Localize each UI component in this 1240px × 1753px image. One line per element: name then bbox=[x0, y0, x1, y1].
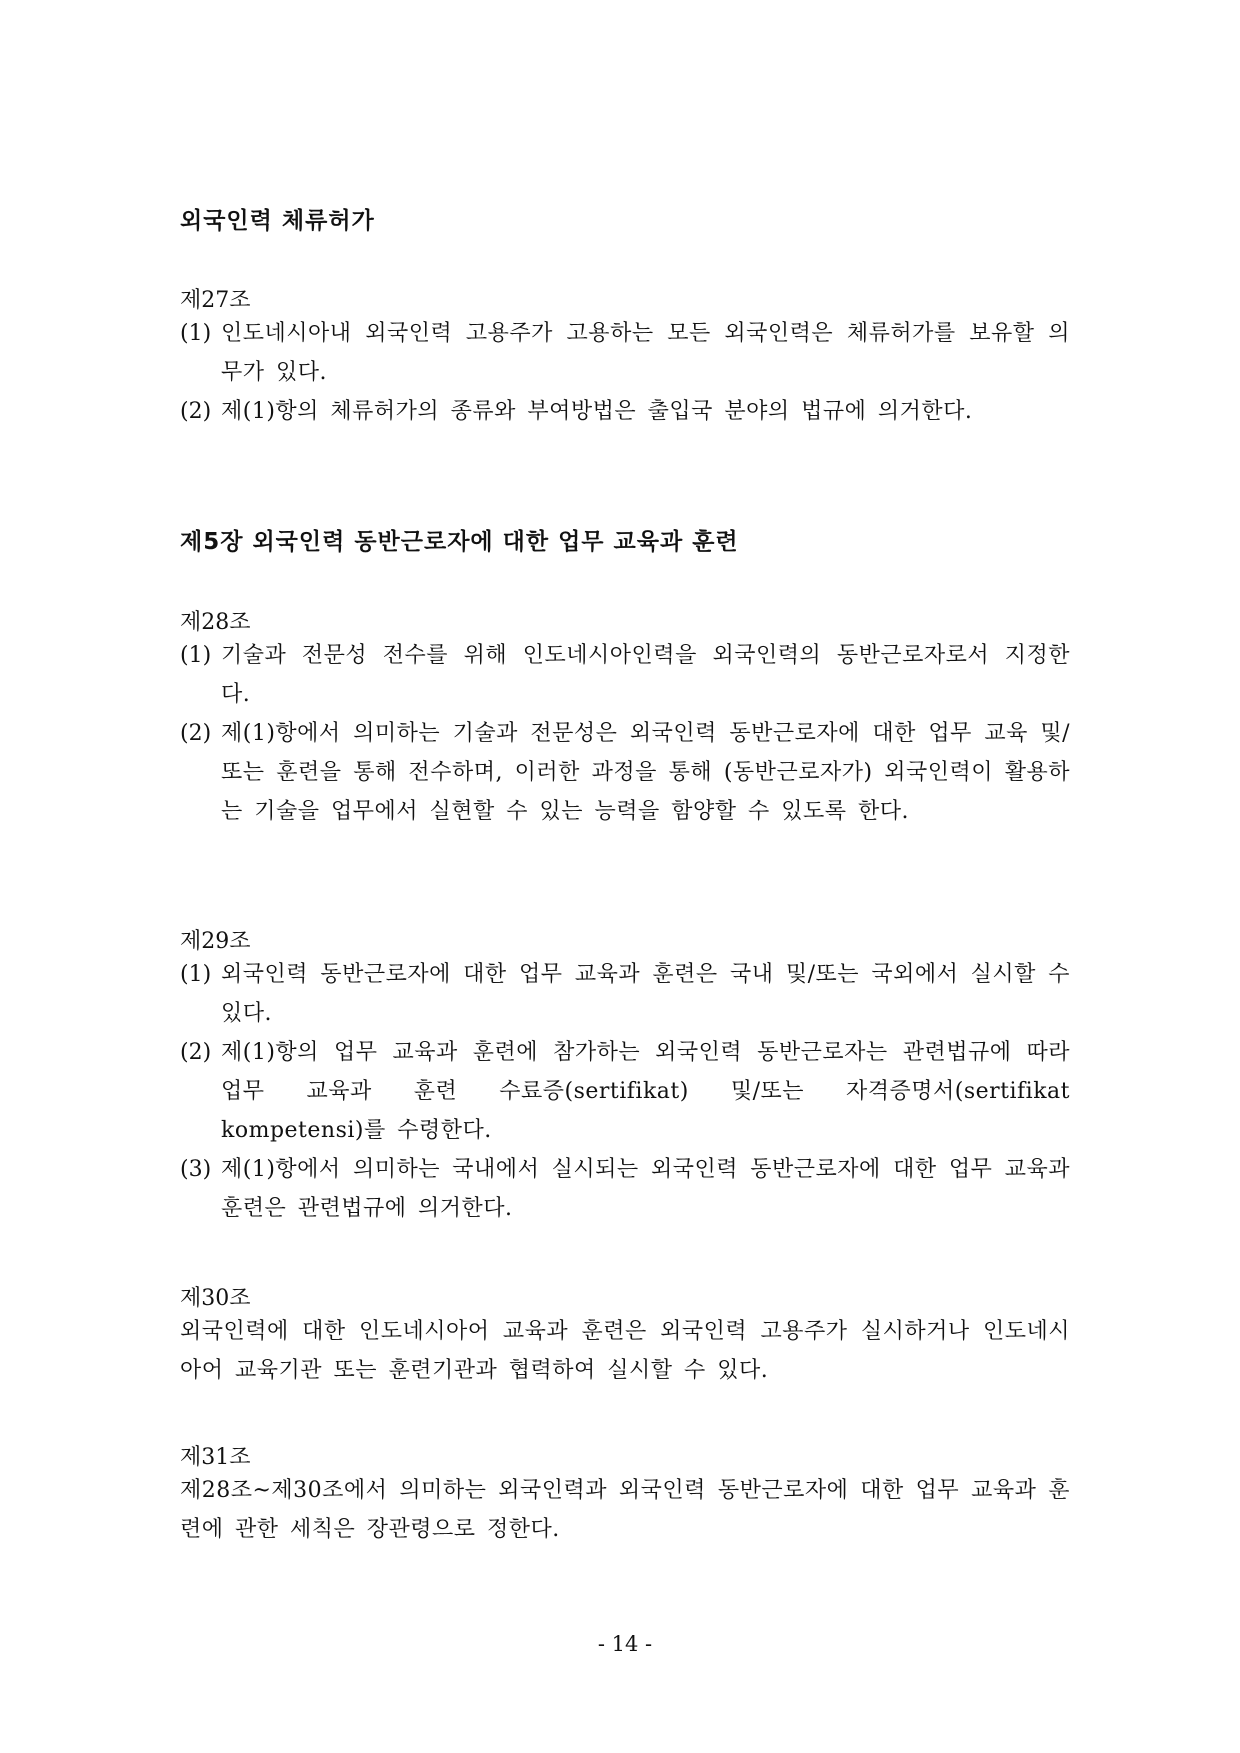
article-29-label: 제29조 bbox=[180, 929, 251, 954]
item-text: 기술과 전문성 전수를 위해 인도네시아인력을 외국인력의 동반근로자로서 지정한다. bbox=[221, 643, 1070, 707]
article-27-item-1 bbox=[180, 314, 1070, 392]
page-number: - 14 - bbox=[597, 1632, 653, 1656]
article-28-label: 제28조 bbox=[180, 610, 251, 635]
article-30-text: 외국인력에 대한 인도네시아어 교육과 훈련은 외국인력 고용주가 실시하거나 인도네시아어 교육기관 또는 훈련기관과 협력하여 실시할 수 있다. bbox=[180, 1319, 1070, 1383]
item-text: 제(1)항에서 의미하는 국내에서 실시되는 외국인력 동반근로자에 대한 업무 교육과 훈련은 관련법규에 의거한다. bbox=[221, 1157, 1070, 1221]
article-29-item-2 bbox=[180, 1033, 1070, 1150]
item-text: 인도네시아내 외국인력 고용주가 고용하는 모든 외국인력은 체류허가를 보유할 의무가 있다. bbox=[221, 321, 1070, 385]
article-28-item-1 bbox=[180, 636, 1070, 714]
item-number: (2) bbox=[180, 721, 212, 746]
item-number: (1) bbox=[180, 643, 212, 668]
article-30-label: 제30조 bbox=[180, 1286, 251, 1311]
article-27-label: 제27조 bbox=[180, 288, 251, 313]
item-text: 제(1)항에서 의미하는 기술과 전문성은 외국인력 동반근로자에 대한 업무 교육 및/또는 훈련을 통해 전수하며, 이러한 과정을 통해 (동반근로자가) 외국인력이 활용하는 기술을 업무에서 실현할 수 있는 능력을 함양할 수 있도록 한다. bbox=[221, 721, 1070, 824]
item-number: (2) bbox=[180, 399, 212, 424]
article-29-item-1 bbox=[180, 955, 1070, 1033]
item-text: 제(1)항의 체류허가의 종류와 부여방법은 출입국 분야의 법규에 의거한다. bbox=[221, 399, 973, 424]
item-number: (2) bbox=[180, 1040, 212, 1065]
item-number: (1) bbox=[180, 321, 212, 346]
article-29-item-3 bbox=[180, 1150, 1070, 1228]
chapter-5-title: 제5장 외국인력 동반근로자에 대한 업무 교육과 훈련 bbox=[180, 529, 739, 555]
section-heading-residence-permit: 외국인력 체류허가 bbox=[180, 208, 375, 234]
article-31-label: 제31조 bbox=[180, 1445, 251, 1470]
item-text: 제(1)항의 업무 교육과 훈련에 참가하는 외국인력 동반근로자는 관련법규에 따라 업무 교육과 훈련 수료증(sertifikat) 및/또는 자격증명서(sertifikat kompetensi)를 수령한다. bbox=[221, 1040, 1070, 1143]
article-28-item-2 bbox=[180, 714, 1070, 831]
item-number: (1) bbox=[180, 962, 212, 987]
item-text: 외국인력 동반근로자에 대한 업무 교육과 훈련은 국내 및/또는 국외에서 실시할 수 있다. bbox=[221, 962, 1070, 1026]
article-31-text: 제28조~제30조에서 의미하는 외국인력과 외국인력 동반근로자에 대한 업무 교육과 훈련에 관한 세칙은 장관령으로 정한다. bbox=[180, 1478, 1070, 1542]
article-27-item-2 bbox=[180, 392, 1070, 431]
document-page bbox=[180, 0, 1070, 1753]
item-number: (3) bbox=[180, 1157, 212, 1182]
